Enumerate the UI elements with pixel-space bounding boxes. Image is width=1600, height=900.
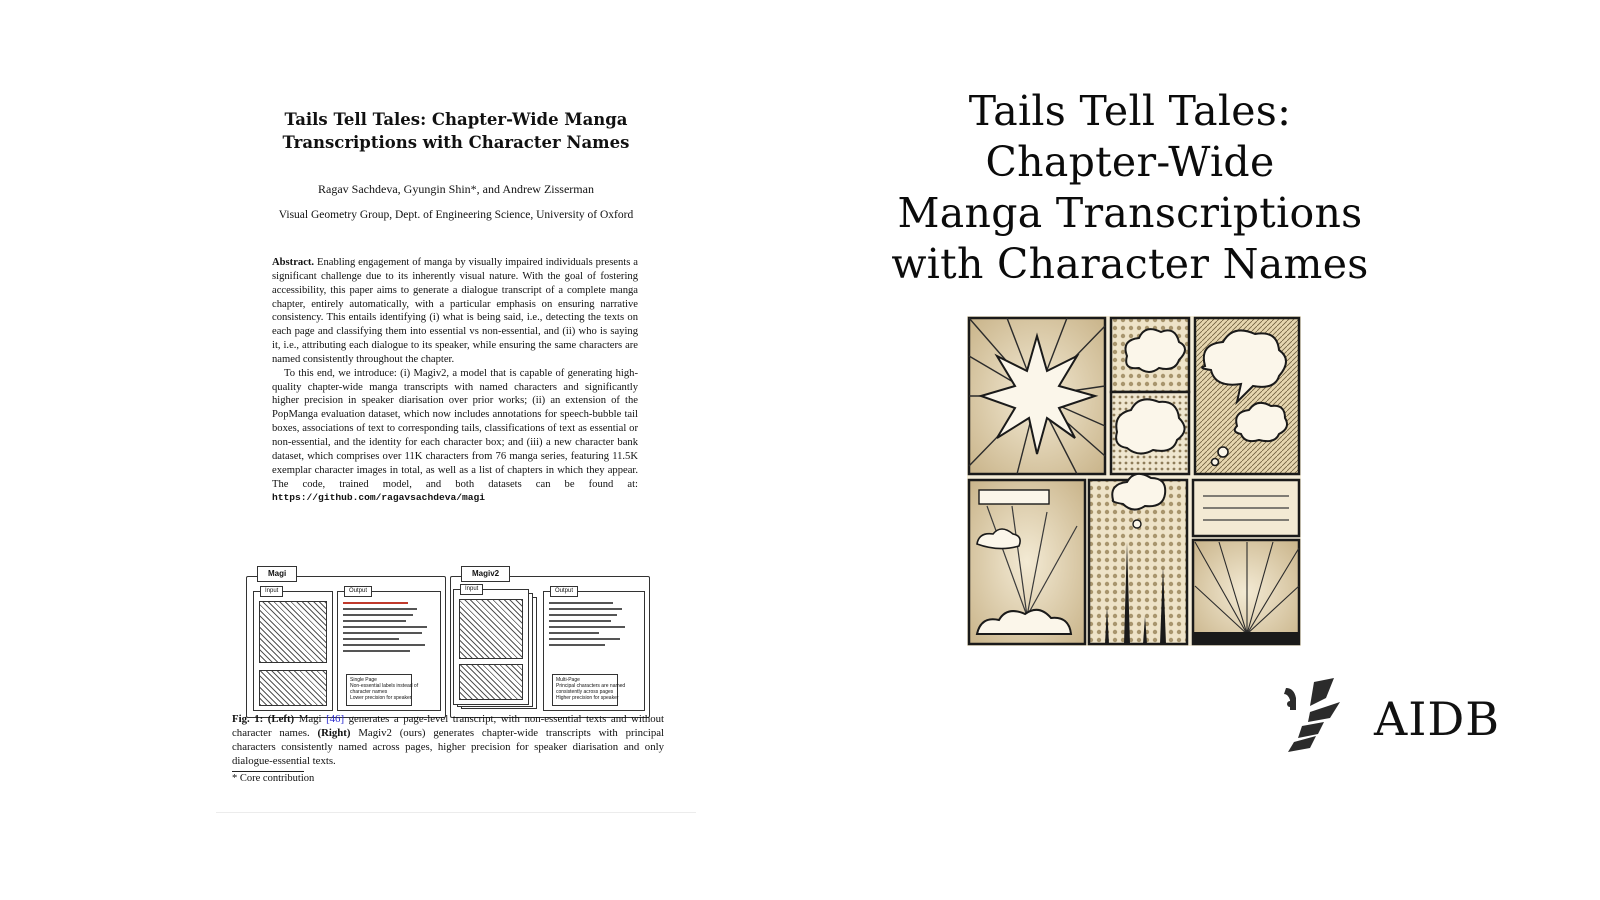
paper-title-line-2: Transcriptions with Character Names xyxy=(282,133,630,152)
figure-input-box xyxy=(453,586,529,705)
note-line: Single Page xyxy=(350,677,377,683)
manga-page-thumbnail xyxy=(459,599,523,659)
cloud-panel xyxy=(1111,318,1189,392)
footnote-rule xyxy=(232,771,304,772)
caption-left-tag: (Left) xyxy=(267,713,295,725)
note-line: Non-essential labels instead of xyxy=(350,683,419,689)
caption-text-2: generates a page-level transcript, with non-essential texts and without character names. xyxy=(232,713,665,739)
figure-label-magiv2: Magiv2 xyxy=(461,566,510,582)
paper-title-line-1: Tails Tell Tales: Chapter-Wide Manga xyxy=(284,110,628,129)
caption-text-1: Magi xyxy=(298,713,322,725)
headline-line-3: Manga Transcriptions xyxy=(897,189,1363,237)
figure-label-magi: Magi xyxy=(257,566,297,582)
figure-panel-magiv2 xyxy=(450,569,650,718)
manga-page-thumbnail xyxy=(459,664,523,700)
note-line: character names xyxy=(350,689,388,695)
figure-output-box xyxy=(543,588,645,711)
note-line: Principal characters are named xyxy=(556,683,626,689)
note-line: Higher precision for speaker xyxy=(556,695,619,701)
paper-abstract xyxy=(272,256,638,505)
manga-panels-illustration xyxy=(967,316,1301,646)
text-box-panel xyxy=(1193,480,1299,536)
figure-output-box xyxy=(337,588,441,711)
figure-note-magi xyxy=(346,674,419,706)
burst-panel xyxy=(969,318,1105,474)
abstract-code-link[interactable]: https://github.com/ragavsachdeva/magi xyxy=(272,492,486,504)
headline-line-4: with Character Names xyxy=(891,240,1369,288)
figure-input-box xyxy=(253,588,333,711)
bee-logo-icon xyxy=(1280,678,1344,758)
eruption-panel xyxy=(969,480,1085,644)
figure-input-label: Input xyxy=(460,584,483,595)
paper-affiliation: Visual Geometry Group, Dept. of Engineering Science, University of Oxford xyxy=(278,209,634,221)
paper-title xyxy=(216,108,696,154)
figure-caption xyxy=(232,713,664,769)
caption-label: Fig. 1: xyxy=(232,713,264,725)
center-cloud-panel xyxy=(1111,392,1189,474)
headline-line-2: Chapter-Wide xyxy=(985,138,1275,186)
caption-text-3: Magiv2 (ours) generates chapter-wide transcripts with principal characters consistently named across pages, higher precision for speaker diarisation and only dialogue-essential texts. xyxy=(232,726,665,767)
transcript-lines xyxy=(343,602,436,656)
note-line: consistently across pages xyxy=(556,689,614,695)
abstract-paragraph-2: To this end, we introduce: (i) Magiv2, a model that is capable of generating high-quality chapter-wide manga transcripts with named characters and significantly higher precision in speaker diarisation over prior works; (ii) an extension of the PopManga evaluation dataset, which now includes annotations for speech-bubble tail boxes, associations of text to corresponding tails, classifications of text as essential or non-essential, and the identity for each character box; and (iii) a new character bank dataset, which comprises over 11K characters from 76 manga series, featuring 11.5K exemplar character images in total, as well as a list of chapters in which they appear. The code, trained model, and both datasets can be found at: xyxy=(272,367,638,490)
rocket-panel xyxy=(1089,474,1187,644)
aidb-logo xyxy=(1280,678,1500,758)
figure-panel-magi xyxy=(246,569,446,718)
speed-lines-panel xyxy=(1193,540,1299,644)
citation-link[interactable]: [46] xyxy=(326,713,345,725)
aidb-wordmark: AIDB xyxy=(1374,692,1501,746)
transcript-lines xyxy=(549,602,640,650)
speech-bubble-panel xyxy=(1195,318,1299,474)
figure-output-label: Output xyxy=(550,586,578,597)
slide-headline xyxy=(860,86,1400,290)
figure-input-label: Input xyxy=(260,586,283,597)
abstract-heading: Abstract. xyxy=(272,257,315,268)
figure-note-magiv2 xyxy=(552,674,626,706)
caption-right-tag: (Right) xyxy=(317,726,351,739)
manga-page-thumbnail xyxy=(259,670,327,706)
paper-authors: Ragav Sachdeva, Gyungin Shin*, and Andrew Zisserman xyxy=(318,182,594,196)
figure-output-label: Output xyxy=(344,586,372,597)
note-line: Lower precision for speaker xyxy=(350,695,412,701)
abstract-paragraph-1: Enabling engagement of manga by visually impaired individuals presents a significant challenge due to its inherently visual nature. With the goal of fostering accessibility, this paper aims to generate a dialogue transcript of a complete manga chapter, entirely automatically, with a particular emphasis on ensuring narrative consistency. This entails identifying (i) what is being said, i.e., detecting the texts on each page and classifying them into essential vs non-essential, and (ii) who is saying it, i.e., attributing each dialogue to its speaker, while ensuring the same characters are named consistently throughout the chapter. xyxy=(272,257,638,365)
paper-page xyxy=(216,40,696,813)
footnote: * Core contribution xyxy=(232,773,315,784)
note-line: Multi-Page xyxy=(556,677,580,683)
headline-line-1: Tails Tell Tales: xyxy=(968,87,1292,135)
manga-page-thumbnail xyxy=(259,601,327,663)
